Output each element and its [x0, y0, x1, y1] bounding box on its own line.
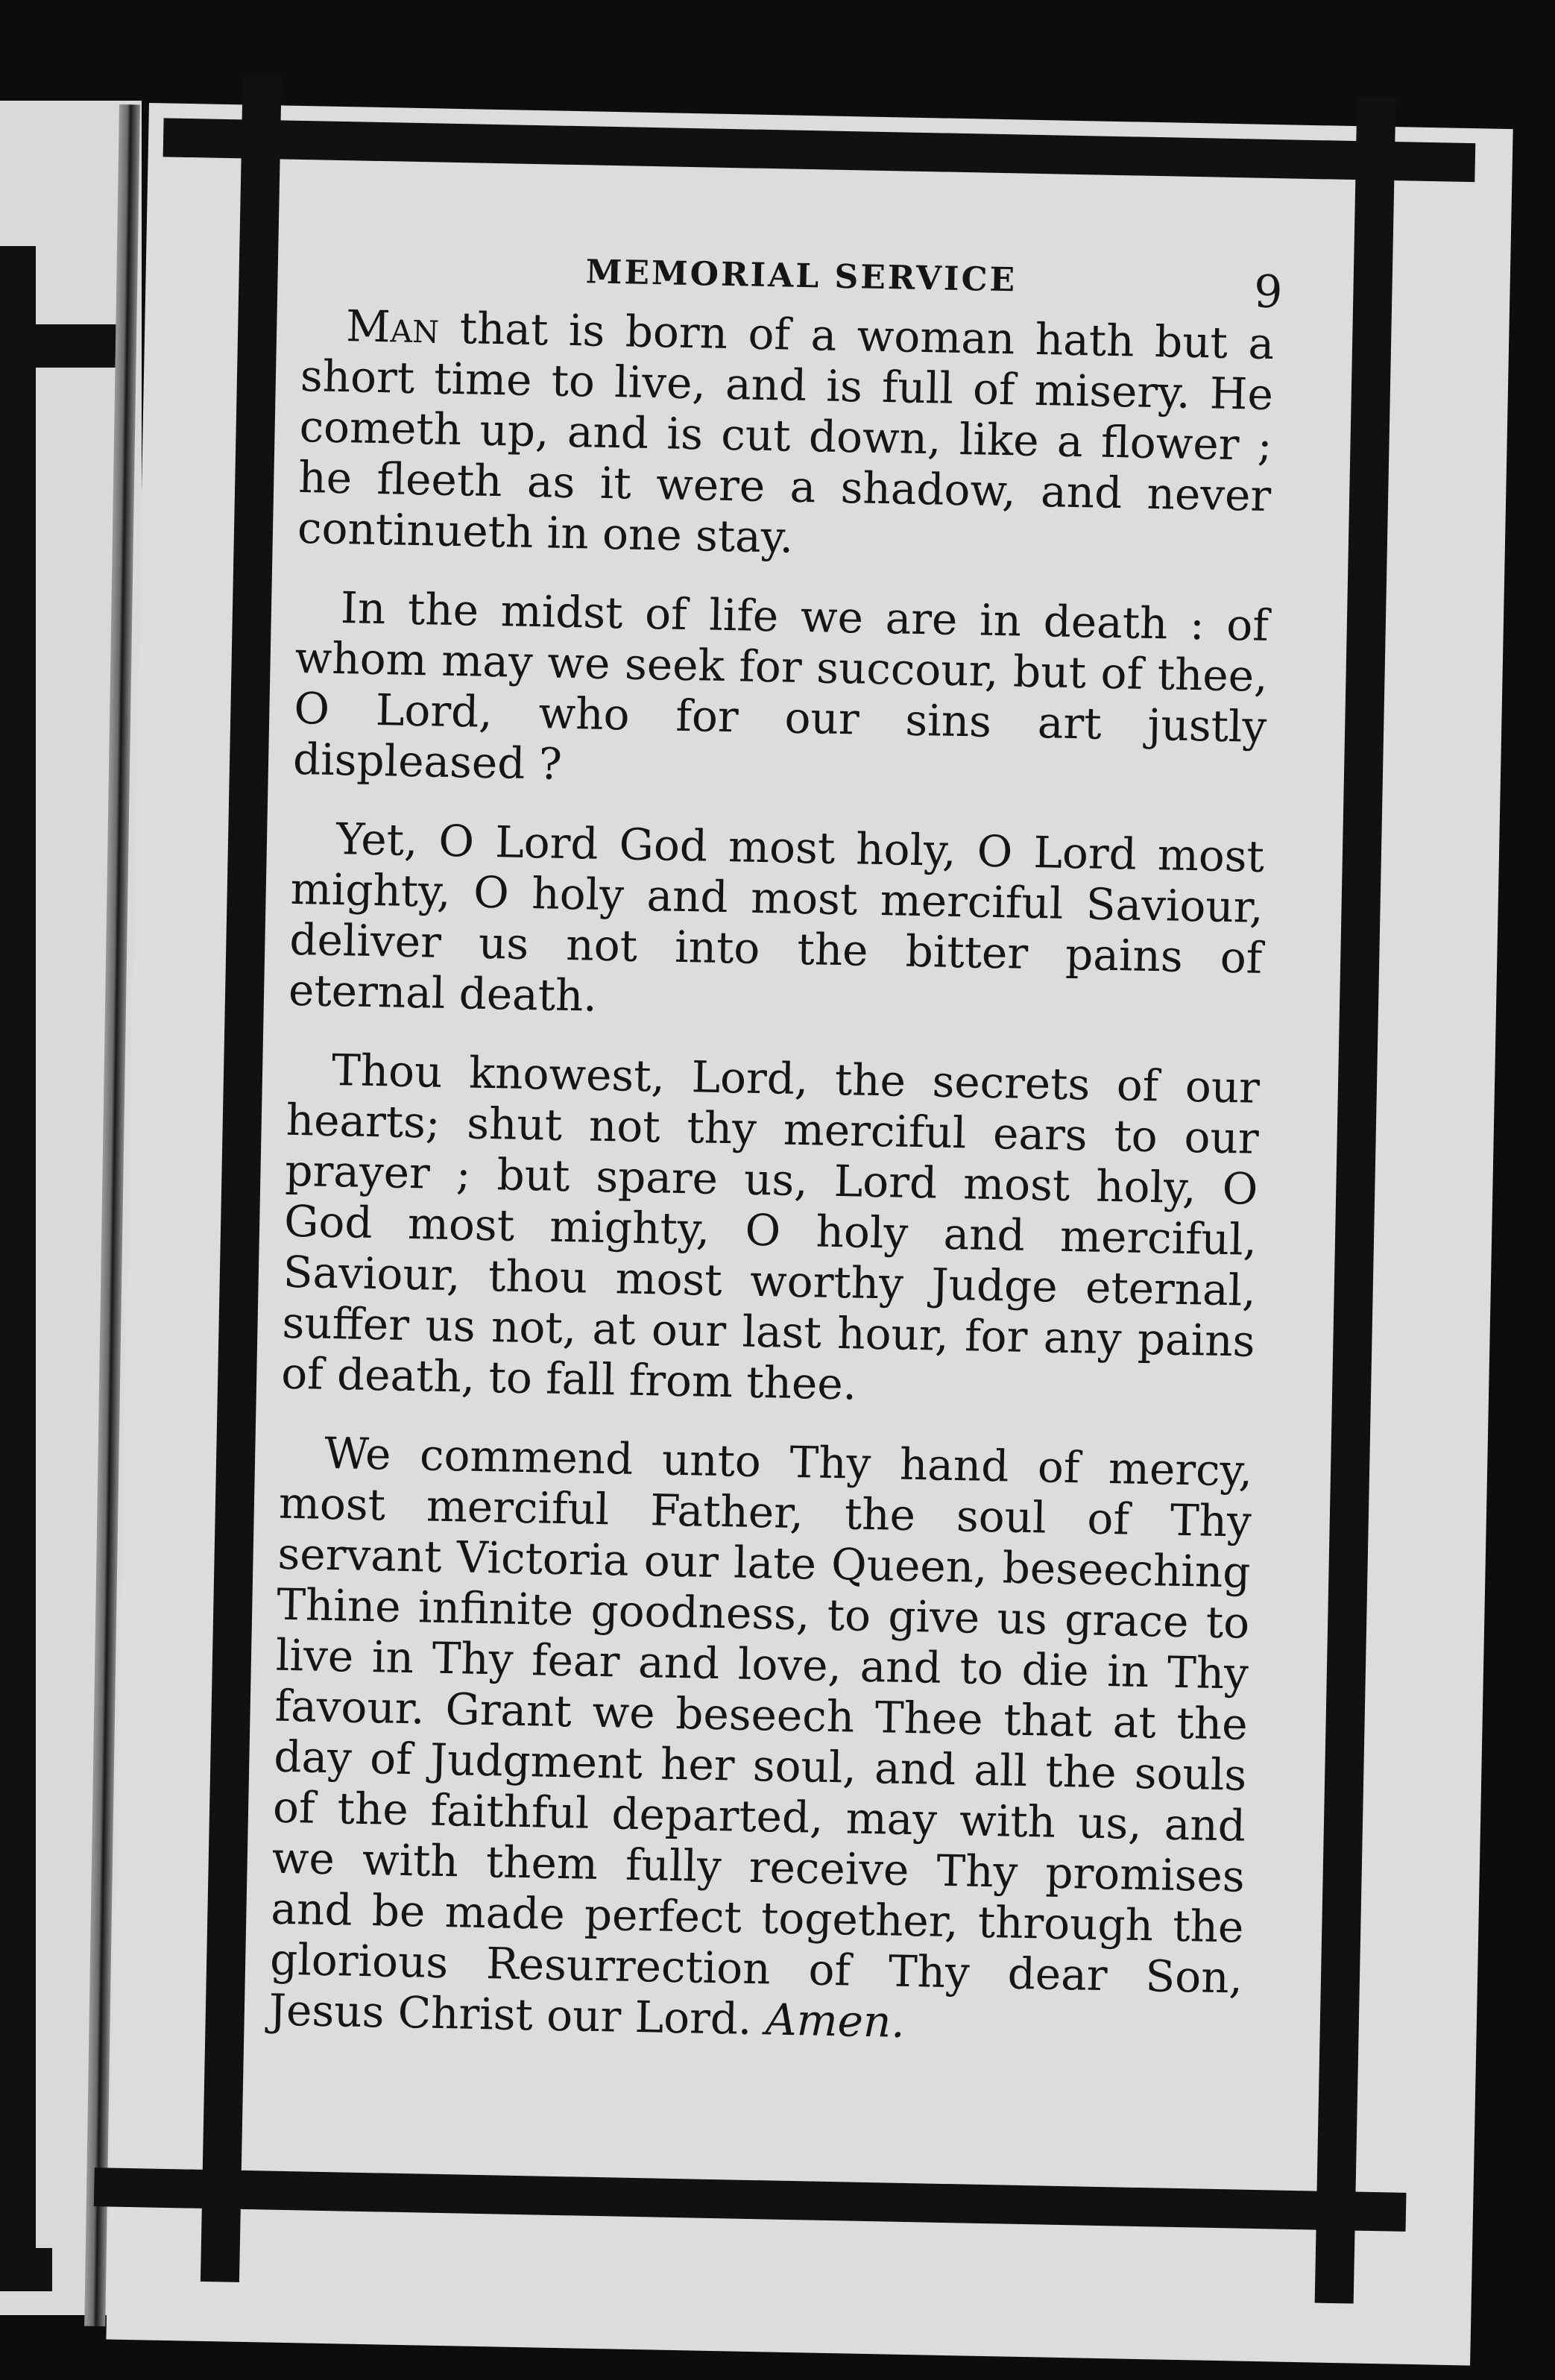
paragraph-1-text: that is born of a woman hath but a short time to live, and is full of misery. He cometh up, and is cut down, like a flower ; he fleeth as it were a shadow, and never continueth in one stay.	[297, 302, 1275, 563]
paragraph-2: In the midst of life we are in death : of whom may we seek for succour, but of thee, O Lord, who for our sins art justly displeased ?	[292, 582, 1269, 790]
page-text	[268, 240, 1284, 2082]
border-bottom-rule	[94, 2168, 1407, 2232]
border-right-rule	[1315, 96, 1396, 2303]
border-left-rule	[201, 75, 282, 2282]
facing-page-border-bottom	[0, 2248, 52, 2291]
facing-page-border-vertical	[0, 246, 36, 2282]
page-number: 9	[1253, 265, 1284, 319]
paragraph-4: Thou knowest, Lord, the secrets of our hearts; shut not thy merciful ears to our prayer ; but spare us, Lord most holy, O God most mighty, O holy and merciful, Saviour, thou most worthy Judge eternal, suffer us not, at our last hour, for any pains of death, to fall from thee.	[280, 1044, 1261, 1410]
amen-closing: Amen.	[765, 1994, 906, 2047]
border-top-rule	[163, 118, 1476, 182]
facing-page-border-top	[0, 324, 119, 368]
running-head: MEMORIAL SERVICE	[585, 253, 1018, 300]
paragraph-3: Yet, O Lord God most holy, O Lord most mighty, O holy and most merciful Saviour, deliver us not into the bitter pains of eternal death.	[288, 813, 1265, 1021]
paragraph-5	[268, 1427, 1252, 2054]
paragraph-1	[297, 300, 1274, 572]
paragraph-5-text: We commend unto Thy hand of mercy, most merciful Father, the soul of Thy servant Victoria our late Queen, beseeching Thine infinite goodness, to give us grace to live in Thy fear and love, and to die in Thy favour. Grant we beseech Thee that at the day of Judgment her soul, and all the souls of the faithful departed, may with us, and we with them fully receive Thy promises and be made perfect together, through the glorious Resurrection of Thy dear Son, Jesus Christ our Lord.	[268, 1427, 1253, 2044]
book-page	[106, 103, 1513, 2366]
drop-word: Man	[345, 300, 440, 353]
